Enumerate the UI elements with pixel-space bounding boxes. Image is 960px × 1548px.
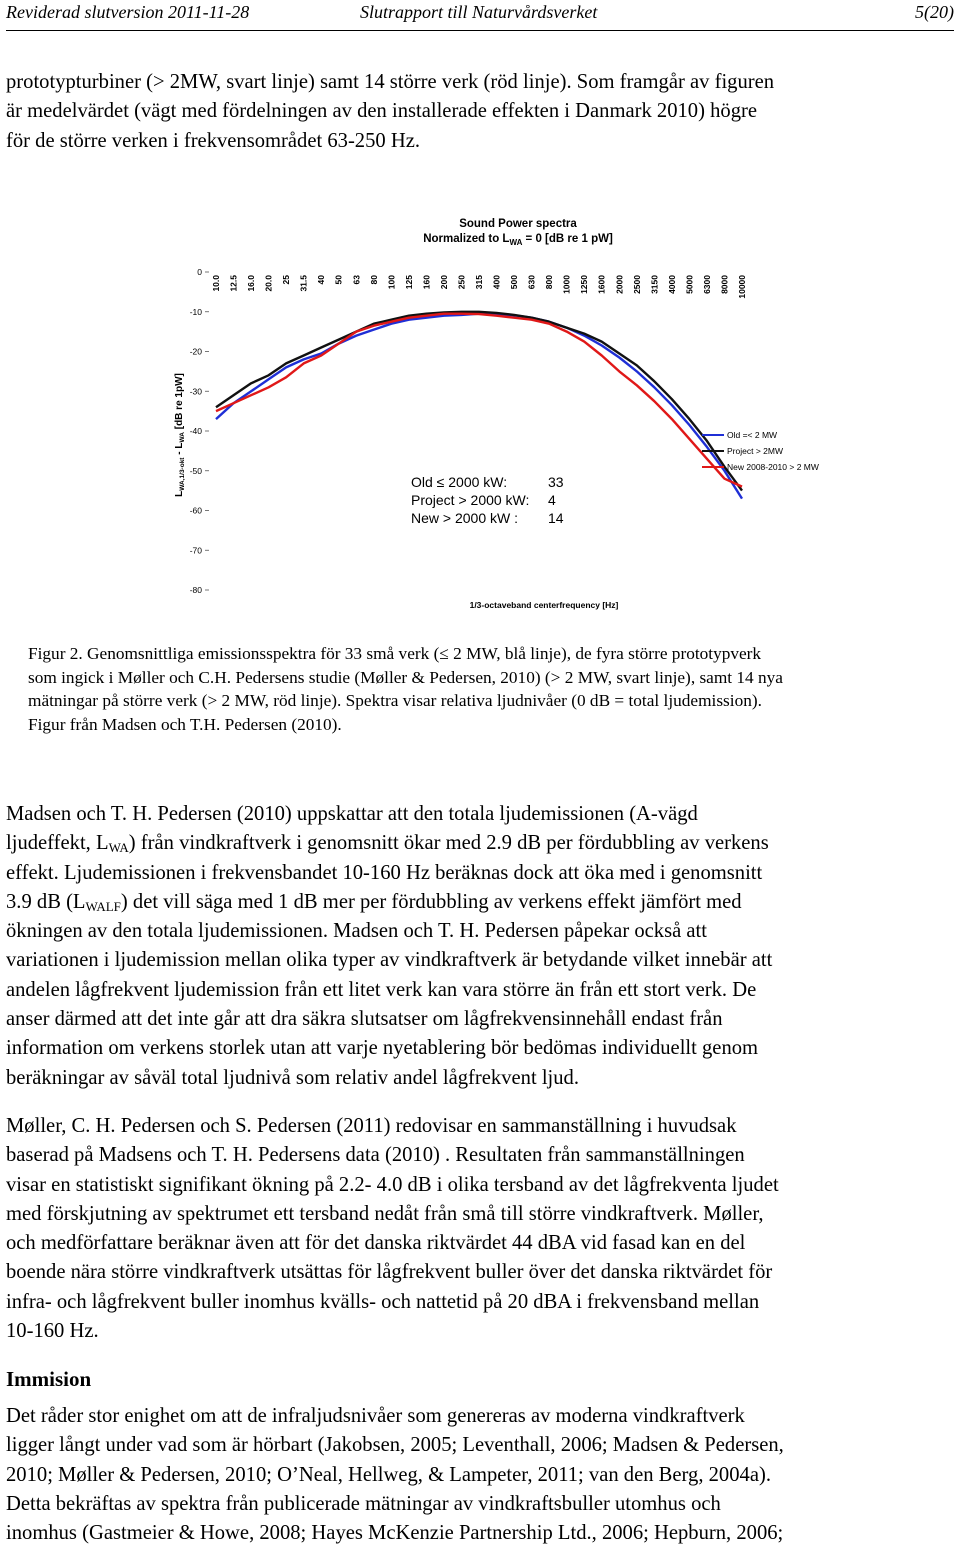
annotation-value-project: 4 — [548, 492, 556, 508]
series-line-2 — [216, 314, 742, 487]
x-tick-label: 3150 — [649, 275, 660, 294]
x-tick-label: 50 — [333, 275, 344, 285]
text-line: baserad på Madsens och T. H. Pedersens data (2010) . Resultaten från sammanställningen — [6, 1144, 745, 1167]
text-line: boende nära större vindkraftverk utsättas för lågfrekvent buller över det danska riktvärdet för — [6, 1261, 773, 1284]
y-tick-label: -10 — [189, 306, 202, 317]
text-line: inomhus (Gastmeier & Howe, 2008; Hayes McKenzie Partnership Ltd., 2006; Hepburn, 2006; — [6, 1522, 784, 1545]
page-header — [6, 0, 954, 30]
text-line: 3.9 dB $(L_{WALF})$ det vill säga med 1 dB mer per fördubbling av verkens effekt jämfört med — [6, 890, 742, 914]
annotation-label-project: Project > 2000 kW: — [411, 492, 530, 508]
x-tick-label: 4000 — [666, 275, 677, 294]
caption-line: mätningar på större verk (> 2 MW, röd linje). Spektra visar relativa ljudnivåer (0 dB = total ljudemission). — [28, 691, 762, 711]
y-tick-label: -30 — [189, 386, 202, 397]
header-page-number: 5(20) — [915, 2, 954, 22]
text-line: och medförfattare beräknar även att för det danska riktvärdet 44 dBA vid fasad kan en del — [6, 1232, 746, 1255]
x-tick-label: 100 — [386, 275, 397, 290]
chart-subtitle: Normalized to $L_{WA} = 0$ [dB re 1 pW] — [423, 233, 613, 247]
text-line: ökningen av den totala ljudemissionen. Madsen och T. H. Pedersen påpekar också att — [6, 920, 707, 943]
y-axis — [190, 267, 209, 595]
x-tick-label: 10.0 — [211, 275, 221, 292]
header-version: Reviderad slutversion 2011-11-28 — [6, 2, 250, 22]
sound-power-chart — [164, 210, 844, 620]
text-line: Madsen och T. H. Pedersen (2010) uppskattar att den totala ljudemissionen (A-vägd — [6, 803, 698, 825]
text-line: ljudeffekt, $L_{WA}$) från vindkraftverk i genomsnitt ökar med 2.9 dB per fördubbling av verkens — [6, 832, 769, 856]
x-tick-label: 20.0 — [263, 275, 274, 292]
x-tick-label: 63 — [351, 275, 362, 285]
intro-paragraph — [6, 68, 954, 156]
x-tick-label: 16.0 — [246, 275, 257, 292]
x-tick-label: 25 — [281, 275, 292, 285]
x-tick-label: 250 — [456, 275, 467, 290]
text-line: för de större verken i frekvensområdet 63-250 Hz. — [6, 129, 421, 152]
header-rule — [6, 30, 954, 31]
x-tick-label: 1000 — [561, 275, 572, 294]
y-tick-label: -50 — [189, 465, 202, 476]
x-tick-label: 40 — [316, 275, 327, 285]
x-tick-label: 8000 — [719, 275, 730, 294]
text-line: anser därmed att det inte går att dra säkra slutsatser om lågfrekvensinnehåll endast från — [6, 1008, 723, 1031]
text-line: är medelvärdet (vägt med fördelningen av den installerade effekten i Danmark 2010) högre — [6, 100, 757, 123]
text-line: 10-160 Hz. — [6, 1320, 99, 1343]
text-line: med förskjutning av spektrumet ett tersband nedåt från små till större vindkraftverk. Møller, — [6, 1202, 764, 1225]
x-tick-label: 160 — [421, 275, 432, 290]
legend-label-new: New 2008-2010 > 2 MW — [727, 462, 819, 472]
y-tick-label: -40 — [189, 426, 202, 436]
annotation-value-old: 33 — [548, 474, 564, 490]
annotation-box — [411, 474, 564, 526]
x-tick-label: 125 — [403, 275, 414, 290]
text-line: prototypturbiner (> 2MW, svart linje) samt 14 större verk (röd linje). Som framgår av figuren — [6, 71, 775, 93]
x-tick-label: 500 — [509, 275, 520, 290]
x-axis — [211, 275, 747, 299]
paragraph-moller — [6, 1112, 954, 1346]
series-line-0 — [216, 314, 742, 499]
y-tick-label: -70 — [189, 545, 202, 556]
header-report-title: Slutrapport till Naturvårdsverket — [360, 2, 598, 22]
text-line: andelen lågfrekvent ljudemission från ett litet verk kan vara större än från ett stort verk. De — [6, 978, 757, 1001]
text-line: information om verkens storlek utan att varje nyetablering bör bedömas individuellt genom — [6, 1037, 759, 1060]
chart-title: Sound Power spectra — [459, 218, 577, 230]
y-tick-label: -60 — [189, 505, 202, 516]
x-tick-label: 2000 — [614, 275, 625, 294]
x-tick-label: 400 — [491, 275, 502, 290]
x-tick-label: 630 — [526, 275, 537, 290]
x-tick-label: 12.5 — [228, 275, 239, 292]
x-tick-label: 800 — [544, 275, 555, 290]
text-line: beräkningar av såväl total ljudnivå som relativ andel lågfrekvent ljud. — [6, 1066, 580, 1089]
y-tick-label: -80 — [189, 585, 202, 595]
x-tick-label: 2500 — [631, 275, 642, 294]
section-heading: Immision — [6, 1367, 92, 1391]
x-tick-label: 1250 — [579, 275, 590, 294]
text-line: variationen i ljudemission mellan olika typer av vindkraftverk är betydande vilket innebär att — [6, 949, 773, 972]
x-tick-label: 200 — [438, 275, 449, 290]
series-lines — [216, 312, 742, 499]
text-line: 2010; Møller & Pedersen, 2010; O’Neal, Hellweg, & Lampeter, 2011; van den Berg, 2004a). — [6, 1463, 771, 1486]
caption-line: Figur från Madsen och T.H. Pedersen (2010). — [28, 715, 342, 735]
series-line-1 — [216, 312, 742, 491]
y-axis-label: $L_{WA,1/3-okt} - L_{WA}$ [dB re 1pW] — [174, 373, 186, 497]
text-line: ligger långt under vad som är hörbart (Jakobsen, 2005; Leventhall, 2006; Madsen & Pedersen, — [6, 1434, 784, 1457]
annotation-label-new: New > 2000 kW : — [411, 510, 518, 526]
x-tick-label: 80 — [368, 275, 379, 285]
paragraph-madsen — [6, 800, 954, 1093]
x-tick-label: 5000 — [684, 275, 695, 294]
caption-line: Figur 2. Genomsnittliga emissionsspektra för 33 små verk (≤ 2 MW, blå linje), de fyra större prototypverk — [28, 644, 762, 663]
text-line: Det råder stor enighet om att de infraljudsnivåer som genereras av moderna vindkraftverk — [6, 1405, 745, 1427]
x-tick-label: 6300 — [701, 275, 712, 294]
x-tick-label: 315 — [474, 275, 484, 290]
y-tick-label: 0 — [197, 267, 202, 277]
x-tick-label: 1600 — [596, 275, 607, 294]
text-line: Detta bekräftas av spektra från publicerade mätningar av vindkraftsbuller utomhus och — [6, 1492, 721, 1515]
y-tick-label: -20 — [189, 346, 202, 357]
text-line: effekt. Ljudemissionen i frekvensbandet 10-160 Hz beräknas dock att öka med i genomsnitt — [6, 861, 763, 884]
annotation-value-new: 14 — [548, 510, 564, 526]
text-line: infra- och lågfrekvent buller inomhus kvälls- och nattetid på 20 dBA i frekvensband mellan — [6, 1290, 760, 1313]
x-tick-label: 31.5 — [298, 275, 309, 292]
figure-caption — [28, 642, 954, 737]
text-line: Møller, C. H. Pedersen och S. Pedersen (2011) redovisar en sammanställning i huvudsak — [6, 1115, 737, 1137]
text-line: visar en statistiskt signifikant ökning på 2.2- 4.0 dB i olika tersband av det lågfrekventa ljudet — [6, 1173, 779, 1196]
legend-label-project: Project > 2MW — [727, 446, 783, 456]
annotation-label-old: Old ≤ 2000 kW: — [411, 474, 508, 490]
caption-line: som ingick i Møller och C.H. Pedersens studie (Møller & Pedersen, 2010) (> 2 MW, svart linje), samt 14 nya — [28, 667, 783, 687]
paragraph-immision — [6, 1402, 954, 1548]
x-tick-label: 10000 — [737, 275, 747, 299]
x-axis-label: 1/3-octaveband centerfrequency [Hz] — [469, 600, 619, 610]
legend-label-old: Old =< 2 MW — [727, 430, 778, 440]
